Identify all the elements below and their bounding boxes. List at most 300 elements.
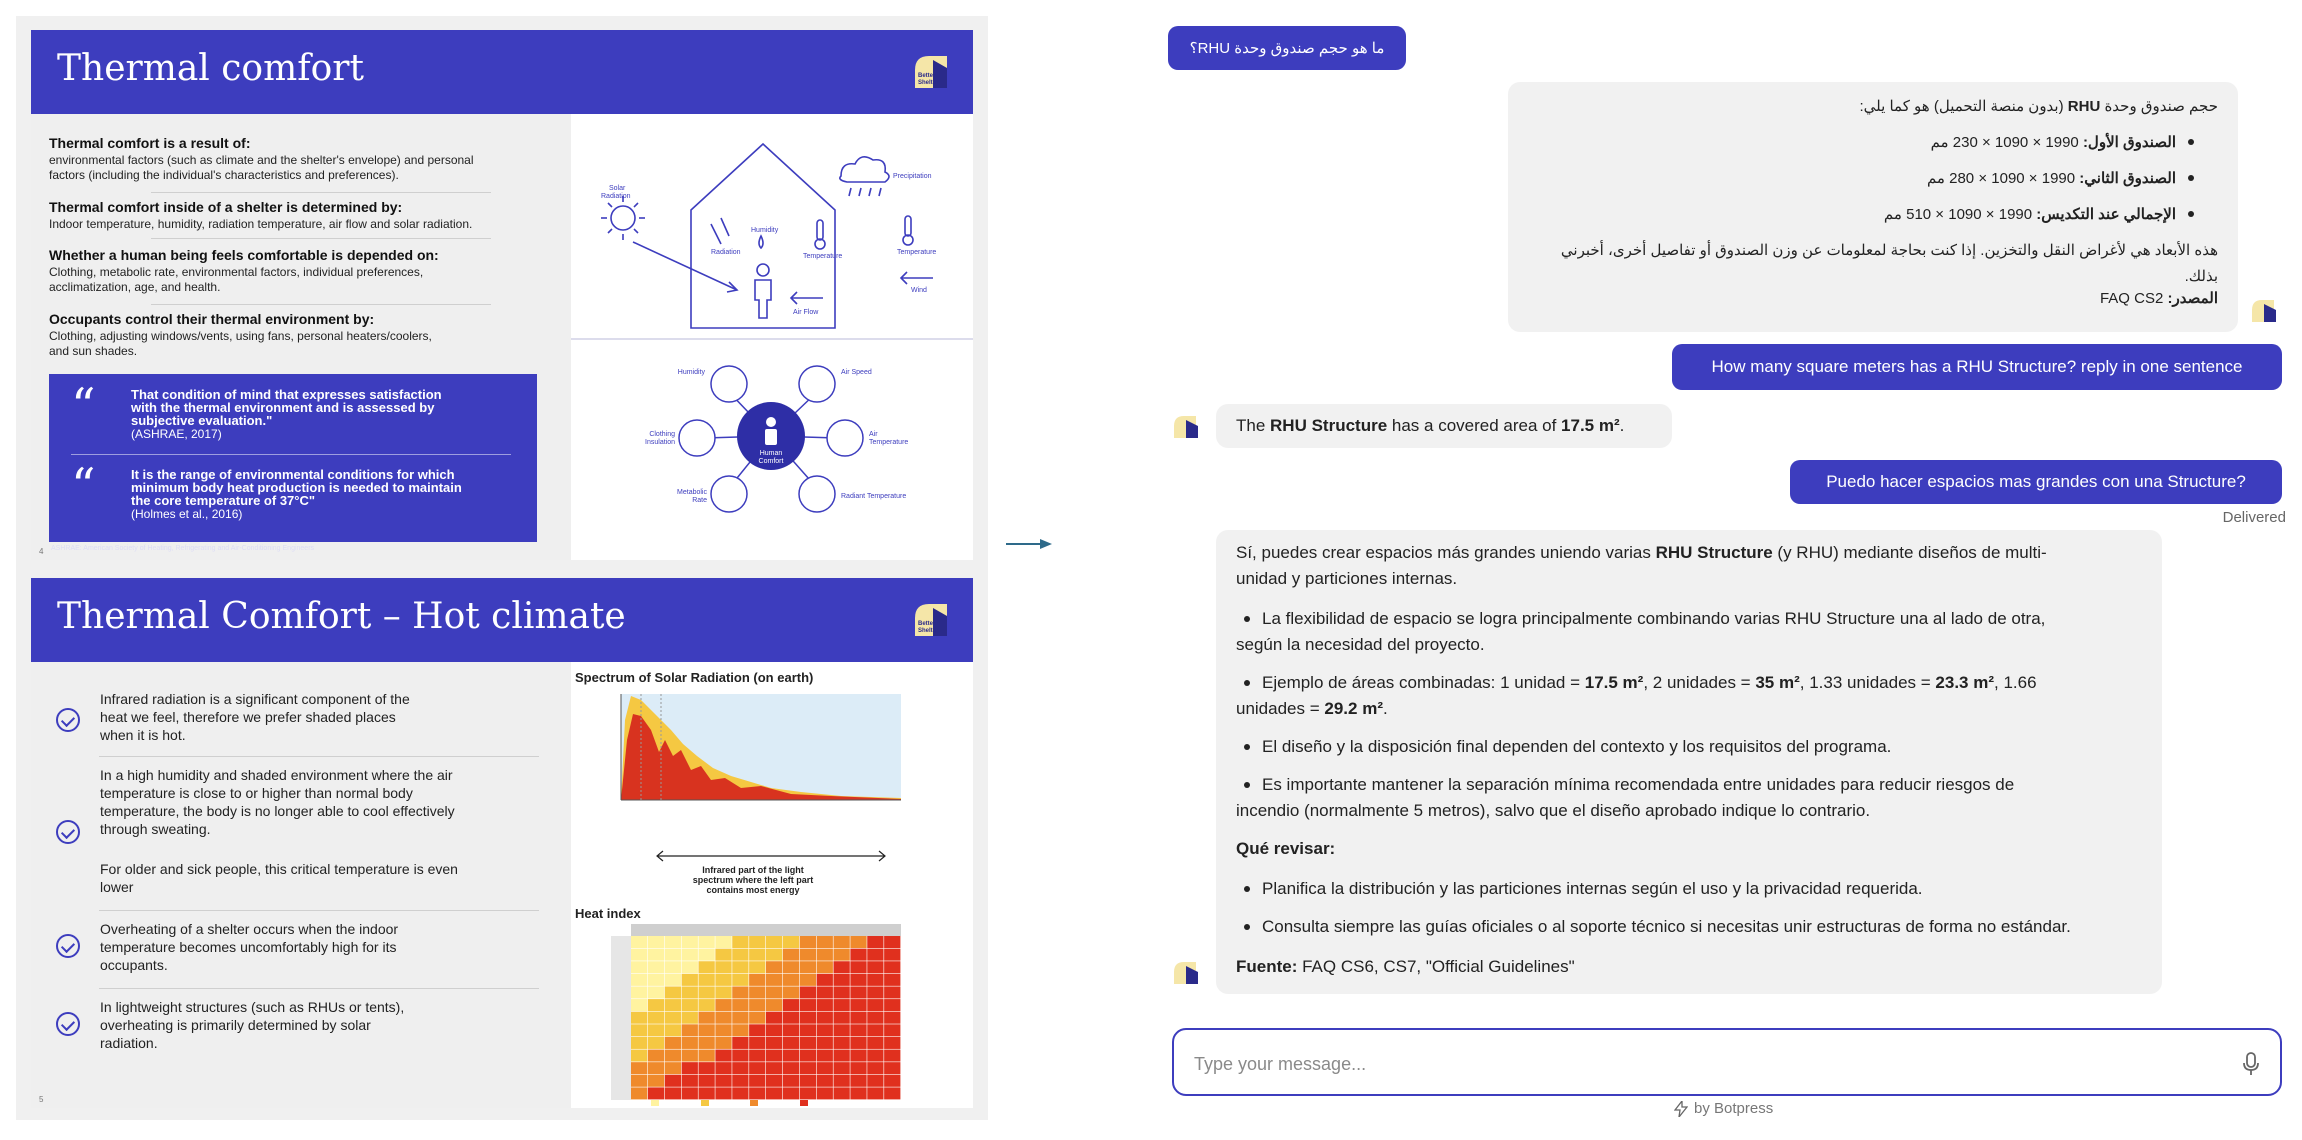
divider — [99, 910, 539, 911]
heat-index-cell — [699, 986, 715, 998]
heat-index-cell — [648, 1062, 664, 1074]
heat-index-cell — [850, 986, 866, 998]
heat-index-cell — [648, 1012, 664, 1024]
hot-climate-item: In lightweight structures (such as RHUs or tents), overheating is primarily determined by solar radiation. — [56, 998, 536, 1058]
quote-ashrae: “ That condition of mind that expresses satisfaction with the thermal environment and is assessed by subjective evaluation." (ASHRAE, 2017) — [71, 378, 442, 441]
heat-index-cell — [766, 1050, 782, 1062]
heat-index-cell — [715, 974, 731, 986]
heat-index-cell — [884, 999, 900, 1011]
powered-by[interactable]: by Botpress — [1674, 1100, 1773, 1117]
heat-index-title: Heat index — [575, 906, 641, 921]
heat-index-cell — [699, 1087, 715, 1099]
heat-index-cell — [682, 936, 698, 948]
heat-index-cell — [766, 1075, 782, 1087]
heat-index-cell — [648, 936, 664, 948]
heat-index-cell — [665, 999, 681, 1011]
heat-index-cell — [884, 1024, 900, 1036]
heat-index-table — [601, 924, 911, 1100]
heat-index-cell — [682, 974, 698, 986]
heat-index-cell — [850, 1087, 866, 1099]
better-shelter-logo-icon — [911, 50, 951, 92]
better-shelter-logo-icon — [911, 598, 951, 640]
heat-index-cell — [665, 1037, 681, 1049]
svg-text:Radiant Temperature: Radiant Temperature — [841, 493, 907, 500]
heat-index-cell — [867, 974, 883, 986]
bot-message: حجم صندوق وحدة RHU (بدون منصة التحميل) هو كما يلي: الصندوق الأول: 1990 × 1090 × 230 مم الصندوق الثاني: 1990 × 1090 × 280 مم الإجمالي عند التكديس: 1990 × 1090 × 510 مم هذه الأبعاد هي لأغراض النقل والتخزين. إذا كنت بحاجة لمعلومات عن وزن الصندوق أو تفاصيل أخرى، أخبرني بذلك. المصدر: FAQ CS2 — [1508, 82, 2238, 332]
heat-index-cell — [715, 1075, 731, 1087]
heat-index-cell — [749, 1087, 765, 1099]
heat-index-cell — [850, 1037, 866, 1049]
heat-index-cell — [715, 1012, 731, 1024]
heat-index-cell — [699, 974, 715, 986]
heat-index-cell — [766, 1062, 782, 1074]
list-item: الإجمالي عند التكديس: 1990 × 1090 × 510 مم — [1528, 202, 2202, 228]
svg-text:Humidity: Humidity — [677, 369, 705, 376]
heat-index-cell — [766, 1037, 782, 1049]
heat-index-cell — [682, 1037, 698, 1049]
heat-index-cell — [783, 1012, 799, 1024]
heat-index-cell — [850, 1050, 866, 1062]
heat-index-cell — [648, 1075, 664, 1087]
heat-index-cell — [834, 936, 850, 948]
heat-index-cell — [817, 1024, 833, 1036]
heat-index-cell — [783, 1050, 799, 1062]
spectrum-note: Infrared part of the light spectrum where the left part contains most energy — [692, 865, 814, 895]
quote-holmes: “ It is the range of environmental conditions for which minimum body heat production is needed to maintain the core temperature of 37°C" (Holmes et al., 2016) — [71, 458, 462, 521]
heat-index-cell — [648, 999, 664, 1011]
heat-index-cell — [631, 1062, 647, 1074]
arrow-right-icon — [1006, 539, 1052, 549]
heat-index-cell — [884, 1050, 900, 1062]
heat-index-cell — [834, 1037, 850, 1049]
heat-index-cell — [766, 961, 782, 973]
hot-climate-item: In a high humidity and shaded environment where the air temperature is close to or higher than normal body temperature, the body is no longer able to cool effectively through sweating. — [56, 766, 536, 846]
heat-index-legend — [651, 1100, 808, 1108]
heat-index-cell — [715, 999, 731, 1011]
heat-index-cell — [682, 961, 698, 973]
heat-index-cell — [800, 1062, 816, 1074]
slide-diagram-column — [571, 114, 973, 560]
heat-index-cell — [834, 974, 850, 986]
slide-header — [31, 30, 973, 114]
heat-index-cell — [766, 974, 782, 986]
user-message: ما هو حجم صندوق وحدة RHU؟ — [1168, 26, 1406, 70]
heat-index-cell — [699, 1037, 715, 1049]
heat-index-cell — [682, 1075, 698, 1087]
quote-mark-icon: “ — [71, 458, 96, 514]
heat-index-cell — [800, 986, 816, 998]
heat-index-cell — [749, 986, 765, 998]
heat-index-cell — [850, 936, 866, 948]
section-comfortable: Whether a human being feels comfortable is depended on: Clothing, metabolic rate, environmental factors, individual preferences, acclimatization, age, and health. — [49, 247, 439, 294]
heat-index-cell — [884, 1062, 900, 1074]
heat-index-cell — [715, 1037, 731, 1049]
heat-index-cell — [648, 1024, 664, 1036]
heat-index-cell — [648, 1050, 664, 1062]
heat-index-cell — [817, 961, 833, 973]
heat-index-cell — [867, 936, 883, 948]
heat-index-cell — [783, 1062, 799, 1074]
heat-index-cell — [732, 986, 748, 998]
heat-index-cell — [817, 999, 833, 1011]
heat-index-cell — [766, 949, 782, 961]
heat-index-cell — [850, 1075, 866, 1087]
heat-index-cell — [834, 1012, 850, 1024]
heat-index-cell — [682, 949, 698, 961]
divider — [99, 988, 539, 989]
infrared-range-arrow — [651, 850, 891, 862]
list-item: Consulta siempre las guías oficiales o al soporte técnico si necesitas unir estructuras de forma no estándar. — [1236, 914, 2142, 940]
divider — [99, 756, 539, 757]
quote-mark-icon: “ — [71, 378, 96, 434]
svg-text:Wind: Wind — [911, 287, 927, 294]
heat-index-cell — [749, 1062, 765, 1074]
heat-index-cell — [800, 1024, 816, 1036]
svg-text:Rate: Rate — [692, 497, 707, 504]
heat-index-cell — [665, 949, 681, 961]
heat-index-cell — [631, 1024, 647, 1036]
slide-text-column — [31, 662, 571, 1108]
divider — [151, 238, 491, 239]
heat-index-cell — [631, 961, 647, 973]
heat-index-cell — [884, 1087, 900, 1099]
heat-index-cell — [665, 1075, 681, 1087]
svg-text:Better: Better — [918, 73, 936, 79]
svg-text:Radiation: Radiation — [711, 249, 741, 256]
heat-index-cell — [682, 1024, 698, 1036]
heat-index-cell — [817, 1050, 833, 1062]
heat-index-cell — [834, 949, 850, 961]
bot-source: Fuente: FAQ CS6, CS7, "Official Guidelines" — [1236, 957, 1575, 976]
heat-index-cell — [699, 999, 715, 1011]
slide-title: Thermal comfort — [57, 48, 364, 89]
check-circle-icon — [56, 708, 80, 732]
heat-index-cell — [699, 1012, 715, 1024]
heat-index-cell — [665, 1050, 681, 1062]
slide-number: 4 — [39, 547, 44, 556]
section-occupants: Occupants control their thermal environment by: Clothing, adjusting windows/vents, using fans, personal heaters/coolers, and sun shades. — [49, 311, 432, 358]
message-input[interactable] — [1194, 1050, 2214, 1078]
slide-header — [31, 578, 973, 662]
heat-index-cell — [749, 961, 765, 973]
heat-index-cell — [884, 949, 900, 961]
svg-text:Metabolic: Metabolic — [677, 489, 707, 496]
heat-index-cell — [783, 1037, 799, 1049]
heat-index-cell — [631, 974, 647, 986]
svg-text:Air Flow: Air Flow — [793, 309, 819, 316]
heat-index-cell — [850, 1024, 866, 1036]
heat-index-cell — [884, 961, 900, 973]
heat-index-cell — [766, 1012, 782, 1024]
check-circle-icon — [56, 1012, 80, 1036]
quotes-box — [49, 374, 537, 542]
sun-icon — [601, 196, 645, 240]
heat-index-cell — [783, 961, 799, 973]
quote-divider — [71, 454, 511, 455]
check-circle-icon — [56, 820, 80, 844]
heat-index-cell — [699, 1062, 715, 1074]
bot-message: Sí, puedes crear espacios más grandes uniendo varias RHU Structure (y RHU) mediante diseños de multi- unidad y particiones internas. La flexibilidad de espacio se logra principalmente combinando varias RHU Structure una al lado de otra, según la necesidad del proyecto. Ejemplo de áreas combinadas: 1 unidad = 17.5 m², 2 unidades = 35 m², 1.33 unidades = 23.3 m², 1.66 unidades = 29.2 m². El diseño y la disposición final dependen del contexto y los requisitos del programa. Es importante mantener la separación mínima recomendada entre unidades para reducir riesgos de incendio (normalmente 5 metros), salvo que el diseño aprobado indique lo contrario. Qué revisar: Planifica la distribución y las particiones internas según el uso y la privacidad requerida. Consulta siempre las guías oficiales o al soporte técnico si necesitas unir estructuras de forma no estándar. Fuente: FAQ CS6, CS7, "Official Guidelines" — [1216, 530, 2162, 994]
heat-index-cell — [682, 1050, 698, 1062]
heat-index-cell — [682, 1062, 698, 1074]
heat-index-cell — [749, 999, 765, 1011]
hot-climate-item: For older and sick people, this critical temperature is even lower — [100, 861, 458, 895]
heat-index-cell — [648, 961, 664, 973]
heat-index-cell — [715, 1050, 731, 1062]
list-item: الصندوق الأول: 1990 × 1090 × 230 مم — [1528, 130, 2202, 156]
heat-index-cell — [800, 961, 816, 973]
heat-index-cell — [834, 1087, 850, 1099]
heat-index-cell — [732, 1062, 748, 1074]
svg-text:Temperature: Temperature — [803, 253, 843, 260]
list-item: El diseño y la disposición final dependen del contexto y los requisitos del programa. — [1236, 734, 2142, 760]
heat-index-cell — [850, 949, 866, 961]
heat-index-cell — [817, 1075, 833, 1087]
heat-index-cell — [834, 1062, 850, 1074]
chat-panel — [1156, 0, 2302, 1140]
heat-index-cell — [749, 936, 765, 948]
heat-index-cell — [783, 949, 799, 961]
heat-index-cell — [732, 949, 748, 961]
heat-index-cell — [766, 1024, 782, 1036]
heat-index-cell — [800, 1087, 816, 1099]
svg-text:Comfort: Comfort — [758, 458, 784, 465]
bot-avatar-icon — [1172, 412, 1200, 440]
svg-text:Temperature: Temperature — [869, 439, 909, 446]
heat-index-cell — [783, 999, 799, 1011]
heat-index-cell — [766, 986, 782, 998]
heat-index-cell — [648, 1087, 664, 1099]
check-circle-icon — [56, 934, 80, 958]
heat-index-cell — [834, 999, 850, 1011]
heat-index-cell — [715, 986, 731, 998]
svg-text:Precipitation: Precipitation — [893, 173, 932, 180]
heat-index-cell — [665, 961, 681, 973]
svg-text:Shelter: Shelter — [918, 628, 939, 634]
heat-index-cell — [665, 1087, 681, 1099]
svg-text:Insulation: Insulation — [645, 439, 675, 446]
heat-index-cell — [884, 1037, 900, 1049]
heat-index-cell — [867, 1050, 883, 1062]
svg-text:Shelter: Shelter — [918, 80, 939, 86]
heat-index-cell — [631, 1037, 647, 1049]
heat-index-cell — [867, 1024, 883, 1036]
heat-index-cell — [732, 1037, 748, 1049]
heat-index-cell — [631, 1087, 647, 1099]
heat-index-cell — [817, 974, 833, 986]
slide-number: 5 — [39, 1095, 44, 1104]
heat-index-cell — [648, 949, 664, 961]
heat-index-cell — [732, 961, 748, 973]
heat-index-cell — [682, 986, 698, 998]
heat-index-cell — [867, 1087, 883, 1099]
heat-index-cell — [867, 961, 883, 973]
heat-index-cell — [850, 974, 866, 986]
heat-index-cell — [867, 986, 883, 998]
slides-panel — [16, 16, 988, 1120]
solar-spectrum-chart — [601, 690, 911, 820]
list-item: Ejemplo de áreas combinadas: 1 unidad = 17.5 m², 2 unidades = 35 m², 1.33 unidades = 23.3 m², 1.66 — [1236, 670, 2142, 696]
heat-index-cell — [766, 1087, 782, 1099]
svg-text:Radiation: Radiation — [601, 193, 631, 200]
heat-index-cell — [699, 949, 715, 961]
heat-index-cell — [850, 1012, 866, 1024]
heat-index-cell — [715, 949, 731, 961]
hot-climate-item: Infrared radiation is a significant component of the heat we feel, therefore we prefer shaded places when it is hot. — [56, 690, 536, 750]
heat-index-cell — [817, 1062, 833, 1074]
bot-avatar-icon — [2250, 296, 2278, 324]
heat-index-cell — [783, 974, 799, 986]
bot-note: هذه الأبعاد هي لأغراض النقل والتخزين. إذا كنت بحاجة لمعلومات عن وزن الصندوق أو تفاصيل أخرى، أخبرني بذلك. — [1560, 242, 2218, 285]
message-composer — [1172, 1028, 2282, 1096]
heat-index-cell — [749, 1050, 765, 1062]
heat-index-cell — [732, 1087, 748, 1099]
heat-index-cell — [800, 1037, 816, 1049]
review-heading: Qué revisar: — [1236, 839, 1336, 858]
bot-source: المصدر: FAQ CS2 — [2099, 290, 2218, 307]
heat-index-cell — [867, 1037, 883, 1049]
heat-index-cell — [631, 936, 647, 948]
heat-index-cell — [884, 986, 900, 998]
heat-index-cell — [699, 936, 715, 948]
heat-index-cell — [850, 1062, 866, 1074]
heat-index-cell — [800, 1012, 816, 1024]
list-item: Planifica la distribución y las particiones internas según el uso y la privacidad requerida. — [1236, 876, 2142, 902]
heat-index-cell — [648, 1037, 664, 1049]
heat-index-cell — [715, 1062, 731, 1074]
divider — [151, 304, 491, 305]
heat-index-cell — [749, 1024, 765, 1036]
heat-index-cell — [665, 974, 681, 986]
heat-index-cell — [867, 1062, 883, 1074]
heat-index-cell — [749, 1012, 765, 1024]
heat-index-cell — [884, 1075, 900, 1087]
heat-index-cell — [867, 1012, 883, 1024]
heat-index-cell — [867, 1075, 883, 1087]
heat-index-cell — [665, 1024, 681, 1036]
heat-index-cell — [665, 1062, 681, 1074]
heat-index-cell — [766, 936, 782, 948]
heat-index-cell — [834, 1075, 850, 1087]
heat-index-cell — [699, 1075, 715, 1087]
bot-message: The RHU Structure has a covered area of 17.5 m². — [1216, 404, 1672, 448]
svg-text:Air Speed: Air Speed — [841, 369, 872, 376]
spectrum-title: Spectrum of Solar Radiation (on earth) — [575, 670, 814, 685]
heat-index-cell — [749, 974, 765, 986]
heat-index-cell — [732, 1024, 748, 1036]
human-comfort-diagram — [571, 340, 973, 560]
heat-index-cell — [631, 1075, 647, 1087]
heat-index-cell — [884, 974, 900, 986]
svg-text:Human: Human — [759, 450, 783, 457]
heat-index-cell — [834, 1024, 850, 1036]
svg-text:Better: Better — [918, 621, 936, 627]
svg-text:Clothing: Clothing — [649, 431, 675, 438]
delivered-status: Delivered — [2222, 509, 2286, 526]
heat-index-cell — [867, 999, 883, 1011]
heat-index-cell — [715, 936, 731, 948]
heat-index-cell — [631, 1050, 647, 1062]
slide-footnote: ASHRAE: American Society of Heating, Refrigerating and Air-Conditioning Engineers — [51, 545, 315, 552]
slide-text-column — [31, 114, 571, 560]
svg-text:Temperature: Temperature — [897, 249, 937, 256]
heat-index-cell — [817, 1012, 833, 1024]
slide-chart-column — [571, 662, 973, 1108]
heat-index-cell — [749, 949, 765, 961]
lightning-icon — [1674, 1101, 1688, 1117]
list-item: الصندوق الثاني: 1990 × 1090 × 280 مم — [1528, 166, 2202, 192]
heat-index-cell — [867, 949, 883, 961]
slide-title: Thermal Comfort – Hot climate — [57, 596, 626, 637]
heat-index-cell — [749, 1075, 765, 1087]
heat-index-cell — [682, 1087, 698, 1099]
heat-index-cell — [732, 1012, 748, 1024]
slide-thermal-comfort — [31, 30, 973, 560]
svg-text:Solar: Solar — [609, 185, 626, 192]
heat-index-cell — [665, 1012, 681, 1024]
section-determined: Thermal comfort inside of a shelter is determined by: Indoor temperature, humidity, radiation temperature, air flow and solar radiation. — [49, 199, 473, 231]
heat-index-cell — [834, 1050, 850, 1062]
heat-index-cell — [732, 1050, 748, 1062]
heat-index-cell — [783, 1075, 799, 1087]
heat-index-cell — [800, 936, 816, 948]
bot-avatar-icon — [1172, 958, 1200, 986]
heat-index-cell — [715, 961, 731, 973]
heat-index-cell — [817, 1037, 833, 1049]
svg-text:Air: Air — [869, 431, 878, 438]
heat-index-cell — [817, 949, 833, 961]
heat-index-cell — [648, 986, 664, 998]
heat-index-cell — [834, 961, 850, 973]
heat-index-cell — [682, 1012, 698, 1024]
heat-index-cell — [682, 999, 698, 1011]
heat-index-cell — [631, 949, 647, 961]
heat-index-cell — [699, 1024, 715, 1036]
shelter-climate-diagram — [571, 114, 973, 338]
heat-index-cell — [850, 961, 866, 973]
hot-climate-item: Overheating of a shelter occurs when the indoor temperature becomes uncomfortably high for its occupants. — [56, 920, 536, 980]
heat-index-cell — [884, 1012, 900, 1024]
heat-index-cell — [850, 999, 866, 1011]
heat-index-cell — [783, 1024, 799, 1036]
heat-index-cell — [766, 999, 782, 1011]
heat-index-cell — [631, 999, 647, 1011]
heat-index-cell — [631, 1012, 647, 1024]
svg-text:Humidity: Humidity — [751, 227, 779, 234]
heat-index-cell — [732, 974, 748, 986]
heat-index-cell — [732, 1075, 748, 1087]
heat-index-cell — [715, 1024, 731, 1036]
heat-index-cell — [665, 986, 681, 998]
heat-index-cell — [800, 999, 816, 1011]
user-message: Puedo hacer espacios mas grandes con una Structure? — [1790, 460, 2282, 504]
heat-index-cell — [817, 986, 833, 998]
heat-index-cell — [648, 974, 664, 986]
heat-index-cell — [800, 949, 816, 961]
list-item: Es importante mantener la separación mínima recomendada entre unidades para reducir riesgos de — [1236, 772, 2142, 798]
heat-index-cell — [699, 1050, 715, 1062]
microphone-icon[interactable] — [2242, 1052, 2260, 1076]
user-message: How many square meters has a RHU Structure? reply in one sentence — [1672, 344, 2282, 390]
heat-index-cell — [834, 986, 850, 998]
heat-index-cell — [631, 986, 647, 998]
heat-index-cell — [783, 936, 799, 948]
heat-index-cell — [699, 961, 715, 973]
heat-index-cell — [783, 1087, 799, 1099]
heat-index-cell — [800, 974, 816, 986]
heat-index-cell — [732, 936, 748, 948]
heat-index-cell — [817, 1087, 833, 1099]
